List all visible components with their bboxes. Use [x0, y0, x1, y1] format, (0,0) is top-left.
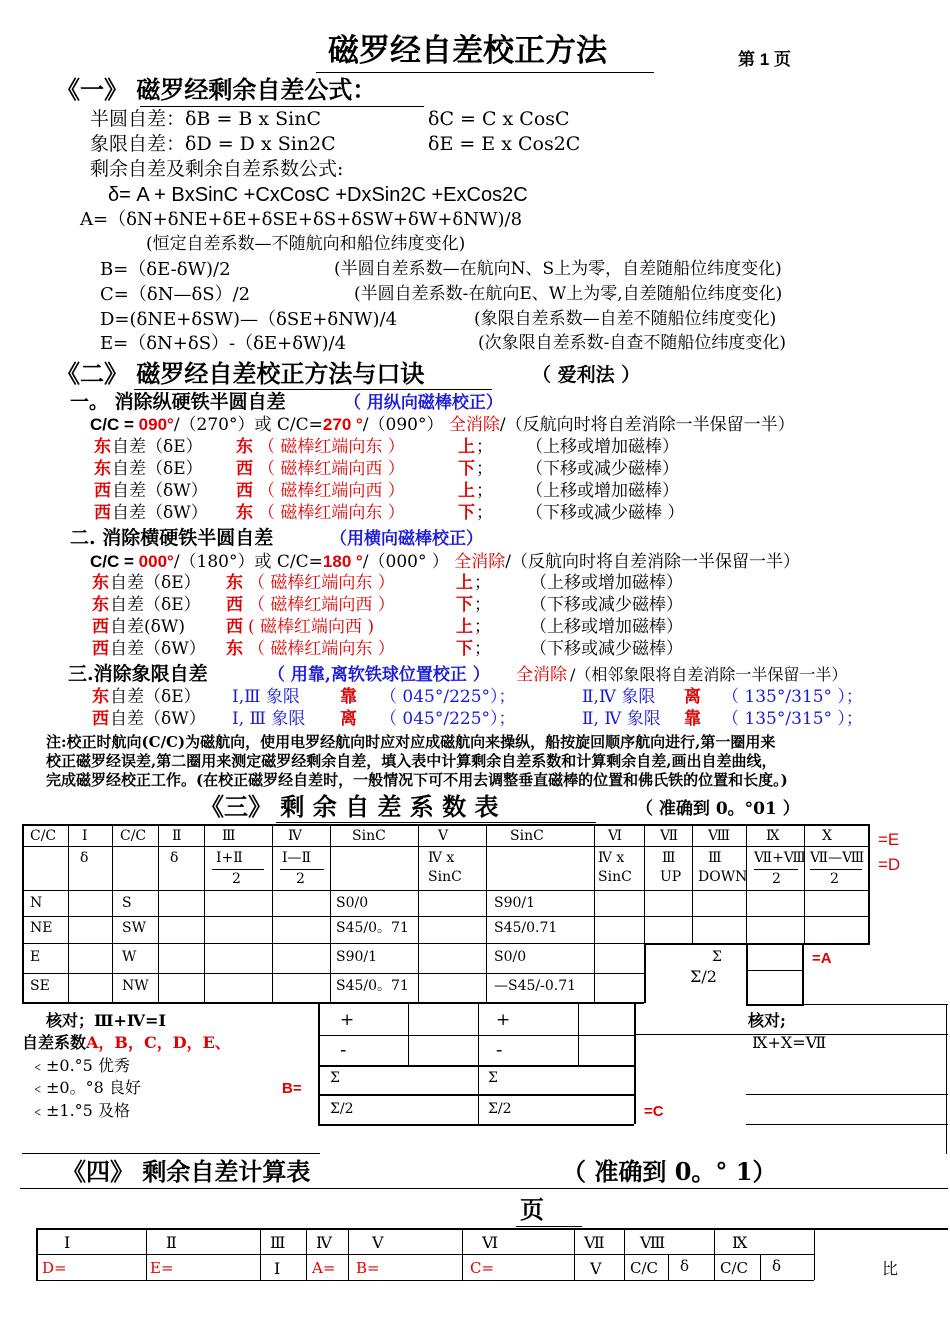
direction-label: 西: [92, 709, 109, 729]
coef-c-note: (半圆自差系数-在航向E、W上为零,自差随船位纬度变化): [354, 284, 783, 304]
quadrant-label: Ⅱ,Ⅳ 象限: [582, 687, 656, 707]
part-2-courses: C/C = 000°/（180°）或 C/C=180 °/（000° ） 全消除/（反航向时将自差消除一半保留一半）: [90, 552, 801, 572]
coef-a-formula: A=（δN+δNE+δE+δSE+δS+δSW+δW+δNW)/8: [80, 209, 523, 230]
part-3-title: 三.消除象限自差: [68, 663, 208, 685]
sphere-action: 离: [340, 709, 357, 729]
direction-label: 西: [92, 617, 109, 637]
coef-d-note: (象限自差系数—自差不随船位纬度变化): [474, 309, 777, 329]
table-row-cc1: N: [30, 895, 43, 911]
part-1-tool: （ 用纵向磁棒校正）: [344, 393, 503, 413]
sphere-action: 靠: [340, 687, 357, 707]
th-i: Ⅰ: [82, 828, 88, 844]
table-row-cc1: SE: [30, 978, 50, 994]
calc-th-v: Ⅴ: [372, 1233, 384, 1252]
direction-label: 东: [92, 595, 109, 615]
th-viii-top: Ⅲ: [708, 850, 722, 866]
deviation-label: 自差（δE）: [110, 595, 201, 615]
move-direction: 下: [458, 503, 475, 523]
table-row-sinc1: S90/1: [336, 949, 378, 965]
th-vii: Ⅶ: [660, 828, 679, 844]
separator: ；: [476, 437, 493, 457]
th-iii: Ⅲ: [222, 828, 236, 844]
table-row-sinc2: S0/0: [494, 949, 527, 965]
formula-d: 象限自差：δD = D x Sin2C: [90, 133, 336, 155]
calc-c: C=: [470, 1259, 495, 1277]
calc-b: B=: [356, 1259, 380, 1277]
th-viii: Ⅷ: [708, 828, 731, 844]
quadrant-angles: （ 135°/315° ）；: [722, 709, 863, 729]
formula-b: 半圆自差：δB = B x SinC: [90, 108, 322, 130]
sphere-action: 离: [684, 687, 701, 707]
th-ix: Ⅸ: [766, 828, 780, 844]
separator: ；: [476, 459, 493, 479]
table-row-cc2: SW: [122, 920, 146, 936]
table-row-sinc1: S45/0。71: [336, 920, 409, 936]
deviation-label: 自差（δE）: [110, 687, 201, 707]
plus-1: +: [340, 1010, 355, 1030]
part-1-title: 一。 消除纵硬铁半圆自差: [70, 391, 286, 413]
table-row-cc2: NW: [122, 978, 149, 994]
sphere-action: 靠: [684, 709, 701, 729]
separator: ；: [476, 503, 493, 523]
formula-e: δE = E x Cos2C: [428, 133, 581, 155]
coef-c-formula: C=（δN—δS）/2: [100, 284, 251, 305]
move-note: （上移或增加磁棒）: [530, 573, 683, 593]
residual-formula-label: 剩余自差及剩余自差系数公式:: [90, 158, 344, 180]
move-note: （上移或增加磁棒）: [526, 437, 679, 457]
direction-label: 西: [94, 481, 111, 501]
direction-label: 东: [94, 437, 111, 457]
section-4-heading: 《四》 剩余自差计算表: [62, 1157, 311, 1186]
calc-th-vi: Ⅵ: [482, 1233, 499, 1252]
move-note: （上移或增加磁棒）: [526, 481, 679, 501]
table-row-cc1: E: [30, 949, 41, 965]
page-number: 第 1 页: [738, 50, 791, 69]
quadrant-label: Ⅰ,Ⅲ 象限: [232, 687, 300, 707]
minus-2: -: [496, 1039, 503, 1061]
section-1-heading: 《一》 磁罗经剩余自差公式：: [56, 75, 377, 104]
move-note: （下移或减少磁棒）: [526, 459, 679, 479]
calc-i: Ⅰ: [274, 1259, 281, 1278]
direction-label: 东: [92, 687, 109, 707]
magnet-red-end: （ 磁棒红端向西 ）: [248, 595, 395, 615]
section-4-precision: （ 准确到 0。° 1）: [562, 1157, 777, 1186]
part-2-title: 二. 消除横硬铁半圆自差: [70, 527, 274, 549]
th-iv-bot: 2: [296, 871, 305, 887]
equals-e: =E: [878, 830, 900, 849]
move-note: （下移或减少磁棒）: [530, 595, 683, 615]
th-x: Ⅹ: [822, 828, 832, 844]
th-iv-top: Ⅰ—Ⅱ: [282, 850, 312, 866]
th-iii-top: Ⅰ+Ⅱ: [216, 850, 243, 866]
formula-c: δC = C x CosC: [428, 108, 570, 130]
part-3-clear-note: /（相邻象限将自差消除一半保留一半）: [570, 665, 848, 684]
magnet-red-end: （ 磁棒红端向东 ）: [248, 639, 395, 659]
separator: ；: [476, 481, 493, 501]
quadrant-label: Ⅰ, Ⅲ 象限: [232, 709, 306, 729]
th-cc-2: C/C: [120, 828, 147, 844]
sum-sigma-half-1: Σ/2: [330, 1101, 354, 1117]
equals-a: =A: [812, 950, 832, 967]
section-2-underline: [134, 389, 492, 390]
th-delta-2: δ: [170, 850, 179, 866]
calc-a: A=: [312, 1259, 336, 1277]
section-3-precision: （ 准确到 0。°01 ）: [636, 799, 800, 819]
calc-d: D=: [42, 1259, 67, 1277]
th-v: Ⅴ: [438, 828, 449, 844]
separator: ；: [474, 639, 491, 659]
direction-label: 西: [92, 639, 109, 659]
section-2-heading: 《二》 磁罗经自差校正方法与口诀: [56, 359, 425, 388]
section-4-page: 页: [520, 1195, 544, 1224]
table-row-sinc2: S90/1: [494, 895, 536, 911]
part-3-tool: （ 用靠,离软铁球位置校正 ）: [268, 665, 490, 685]
table-row-sinc1: S0/0: [336, 895, 369, 911]
equals-d: =D: [878, 855, 901, 874]
magnet-direction: 东: [226, 639, 243, 659]
sum-sigma-2: Σ: [488, 1070, 498, 1086]
coef-label: 自差系数A，B，C，D，E、: [22, 1033, 231, 1052]
coef-b-note: (半圆自差系数—在航向N、S上为零，自差随船位纬度变化): [334, 259, 782, 279]
magnet-direction: 西: [236, 481, 253, 501]
move-direction: 下: [456, 595, 473, 615]
equals-c: =C: [644, 1103, 664, 1120]
calc-cc-2: C/C: [720, 1259, 749, 1277]
move-direction: 下: [456, 639, 473, 659]
th-ix-bot: 2: [772, 871, 781, 887]
move-note: （上移或增加磁棒）: [530, 617, 683, 637]
th-ix-top: Ⅶ+Ⅷ: [754, 850, 806, 866]
th-vi-bot: SinC: [598, 869, 632, 885]
separator: ；: [474, 573, 491, 593]
th-iv: Ⅳ: [288, 828, 302, 844]
check-right: 核对;: [748, 1011, 786, 1030]
th-vii-top: Ⅲ: [662, 850, 676, 866]
move-direction: 上: [456, 617, 473, 637]
separator: ；: [474, 595, 491, 615]
check-right-formula: Ⅸ+Ⅹ=Ⅶ: [752, 1033, 827, 1052]
magnet-red-end: （ 磁棒红端向东 ）: [248, 573, 395, 593]
minus-1: -: [340, 1039, 347, 1061]
magnet-direction: 西: [226, 595, 243, 615]
check-left: 核对；Ⅲ+Ⅳ=Ⅰ: [46, 1011, 166, 1030]
equals-b: B=: [282, 1080, 302, 1097]
th-vi-top: Ⅳ x: [598, 850, 625, 866]
th-ii: Ⅱ: [172, 828, 182, 844]
calc-delta-2: δ: [772, 1257, 782, 1275]
th-cc-1: C/C: [30, 828, 57, 844]
calc-th-iii: Ⅲ: [270, 1233, 286, 1252]
part-3-clear: 全消除: [516, 665, 567, 685]
sigma-label: Σ: [712, 949, 722, 965]
calc-th-vii: Ⅶ: [584, 1233, 605, 1252]
sum-sigma-half-2: Σ/2: [488, 1101, 512, 1117]
deviation-formula: δ= A + BxSinC +CxCosC +DxSin2C +ExCos2C: [108, 184, 528, 206]
th-sinc-1: SinC: [352, 828, 386, 844]
th-vii-bot: UP: [660, 869, 682, 885]
note-line-1: 注:校正时航向(C/C)为磁航向，使用电罗经航向时应对应成磁航向来操纵，船按旋回顺序航向进行,第一圈用来: [46, 733, 776, 751]
move-direction: 上: [456, 573, 473, 593]
note-line-3: 完成磁罗经校正工作。(在校正磁罗经自差时，一般情况下可不用去调整垂直磁棒的位置和佛氏铁的位置和长度。): [46, 771, 788, 789]
move-note: （下移或减少磁棒）: [530, 639, 683, 659]
th-iii-bot: 2: [232, 871, 241, 887]
deviation-label: 自差(δW): [110, 617, 185, 637]
quadrant-angles: （ 045°/225°）；: [380, 709, 516, 729]
calc-v: Ⅴ: [590, 1259, 602, 1278]
table-row-cc2: S: [122, 895, 132, 911]
magnet-direction: 西: [226, 617, 243, 637]
deviation-label: 自差（δW）: [110, 639, 206, 659]
deviation-label: 自差（δW）: [110, 709, 206, 729]
section-3-underline: [276, 822, 596, 823]
direction-label: 东: [92, 573, 109, 593]
th-sinc-2: SinC: [510, 828, 544, 844]
table-row-cc2: W: [122, 949, 137, 965]
direction-label: 东: [94, 459, 111, 479]
magnet-red-end: （ 磁棒红端向东 ）: [258, 437, 405, 457]
title-underline: [316, 72, 654, 73]
move-direction: 上: [458, 481, 475, 501]
coef-e-note: (次象限自差系数-自查不随船位纬度变化): [478, 333, 787, 353]
table-row-sinc1: S45/0。71: [336, 978, 409, 994]
grade-good: ﹤±0。°8 良好: [30, 1078, 141, 1097]
move-direction: 下: [458, 459, 475, 479]
calc-ratio: 比: [882, 1259, 899, 1278]
coef-e-formula: E=（δN+δS）-（δE+δW)/4: [100, 333, 347, 354]
sum-sigma-1: Σ: [330, 1070, 340, 1086]
quadrant-angles: （ 135°/315° ）；: [722, 687, 863, 707]
th-vi: Ⅵ: [608, 828, 623, 844]
move-direction: 上: [458, 437, 475, 457]
coef-b-formula: B=（δE-δW)/2: [100, 259, 231, 280]
section-2-method: （ 爱利法 ）: [532, 364, 641, 386]
magnet-red-end: （ 磁棒红端向西 ）: [258, 459, 405, 479]
sigma-half-label: Σ/2: [690, 967, 717, 986]
part-1-courses: C/C = 090°/（270°）或 C/C=270 °/（090°） 全消除/（反航向时将自差消除一半保留一半）: [90, 415, 795, 435]
separator: ；: [474, 617, 491, 637]
coef-d-formula: D=(δNE+δSW)—（δSE+δNW)/4: [100, 309, 398, 330]
note-line-2: 校正磁罗经误差,第二圈用来测定磁罗经剩余自差，填入表中计算剩余自差系数和计算剩余自差,画出自差曲线，: [46, 752, 777, 770]
quadrant-label: Ⅱ, Ⅳ 象限: [582, 709, 661, 729]
magnet-red-end: ( 磁棒红端向西 ): [248, 617, 375, 637]
grade-excellent: ﹤±0.°5 优秀: [30, 1056, 130, 1075]
part-2-tool: （用横向磁棒校正）: [330, 529, 483, 549]
th-v-bot: SinC: [428, 869, 462, 885]
move-note: （下移或减少磁棒 ）: [526, 503, 685, 523]
th-x-bot: 2: [830, 871, 839, 887]
section-3-heading: 《三》 剩 余 自 差 系 数 表: [200, 792, 499, 821]
table-row-sinc2: —S45/-0.71: [494, 978, 577, 994]
coef-a-note: (恒定自差系数—不随航向和船位纬度变化): [146, 234, 466, 254]
deviation-label: 自差（δW）: [112, 503, 208, 523]
calc-cc-1: C/C: [630, 1259, 659, 1277]
section-1-underline: [140, 106, 424, 107]
calc-th-ii: Ⅱ: [166, 1233, 177, 1252]
calc-e: E=: [150, 1259, 174, 1277]
calc-th-viii: Ⅷ: [640, 1233, 666, 1252]
deviation-label: 自差（δW）: [112, 481, 208, 501]
table-row-cc1: NE: [30, 920, 53, 936]
deviation-label: 自差（δE）: [112, 437, 203, 457]
page-title: 磁罗经自差校正方法: [328, 33, 607, 69]
direction-label: 西: [94, 503, 111, 523]
grade-pass: ﹤±1.°5 及格: [30, 1101, 130, 1120]
deviation-label: 自差（δE）: [110, 573, 201, 593]
calc-th-i: Ⅰ: [64, 1233, 71, 1252]
magnet-red-end: （ 磁棒红端向西 ）: [258, 481, 405, 501]
table-row-sinc2: S45/0.71: [494, 920, 558, 936]
th-x-top: Ⅶ—Ⅷ: [810, 850, 865, 866]
th-delta-1: δ: [80, 850, 89, 866]
calc-delta-1: δ: [680, 1257, 690, 1275]
plus-2: +: [496, 1010, 511, 1030]
deviation-label: 自差（δE）: [112, 459, 203, 479]
magnet-direction: 西: [236, 459, 253, 479]
magnet-direction: 东: [236, 503, 253, 523]
calc-th-iv: Ⅳ: [316, 1233, 332, 1252]
quadrant-angles: （ 045°/225°）；: [380, 687, 516, 707]
magnet-red-end: （ 磁棒红端向东 ）: [258, 503, 405, 523]
magnet-direction: 东: [226, 573, 243, 593]
calc-th-ix: Ⅸ: [732, 1233, 748, 1252]
th-v-top: Ⅳ x: [428, 850, 455, 866]
magnet-direction: 东: [236, 437, 253, 457]
th-viii-bot: DOWN: [698, 869, 748, 885]
